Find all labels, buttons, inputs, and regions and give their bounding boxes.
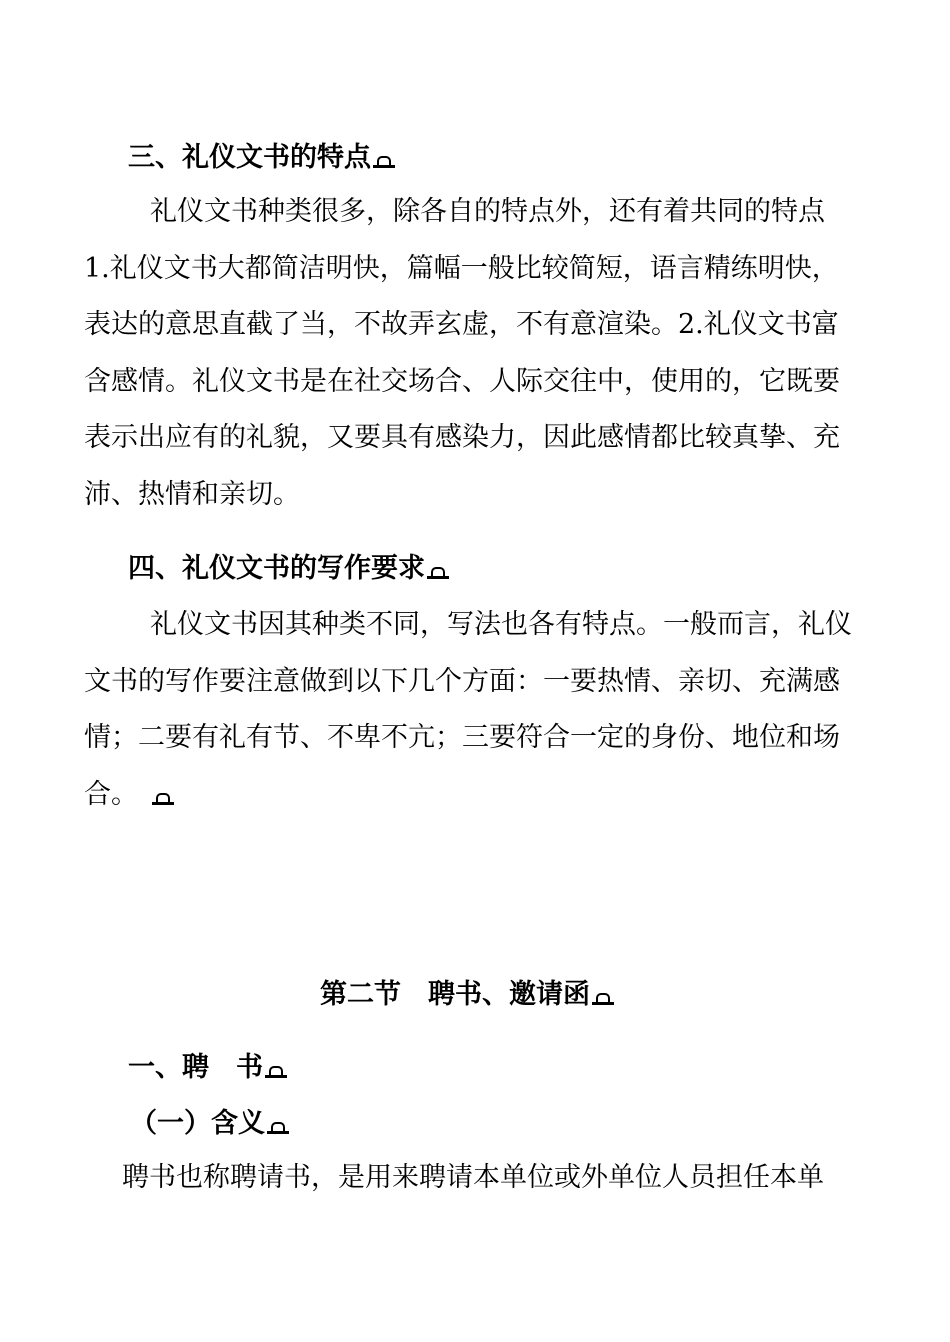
paragraph <box>84 184 884 523</box>
text-line: 聘书也称聘请书，是用来聘请本单位或外单位人员担任本单 <box>122 1162 824 1193</box>
text-line: 含感情。礼仪文书是在社交场合、人际交往中，使用的，它既要 <box>84 365 840 397</box>
section-heading-text: 四、礼仪文书的写作要求 <box>128 553 425 584</box>
text-line: 表示出应有的礼貌，又要具有感染力，因此感情都比较真挚、充 <box>84 422 840 453</box>
section-heading <box>128 549 449 589</box>
text-line: 礼仪文书种类很多，除各自的特点外，还有着共同的特点 <box>150 196 825 227</box>
text-line: 沛、热情和亲切。 <box>84 478 300 510</box>
paragraph-mark-icon <box>152 793 174 805</box>
text-line: 情；二要有礼有节、不卑不亢；三要符合一定的身份、地位和场 <box>84 722 840 753</box>
paragraph <box>122 1150 902 1207</box>
paragraph-mark-icon <box>265 1066 287 1078</box>
paragraph-mark-icon <box>427 567 449 579</box>
paragraph-mark-icon <box>373 156 395 168</box>
chapter-title-text: 第二节 聘书、邀请函 <box>320 979 590 1010</box>
section-heading <box>128 138 395 178</box>
section-heading-text: 三、礼仪文书的特点 <box>128 142 371 173</box>
section-heading-text: 一、聘 书 <box>128 1052 263 1083</box>
text-line: 合。 <box>84 767 884 824</box>
paragraph-mark-icon <box>592 993 614 1005</box>
paragraph <box>84 597 884 823</box>
paragraph-mark-icon <box>267 1122 289 1134</box>
text-line: 文书的写作要注意做到以下几个方面：一要热情、亲切、充满感 <box>84 665 840 697</box>
text-line: 1.礼仪文书大都简洁明快，篇幅一般比较简短，语言精练明快， <box>84 252 839 284</box>
sub-heading-text: （一）含义 <box>130 1108 265 1139</box>
sub-heading <box>130 1104 289 1144</box>
text-line: 表达的意思直截了当，不故弄玄虚，不有意渲染。2.礼仪文书富 <box>84 309 839 340</box>
section-heading <box>128 1048 287 1088</box>
text-line: 礼仪文书因其种类不同，写法也各有特点。一般而言，礼仪 <box>150 609 852 640</box>
chapter-title <box>320 975 614 1015</box>
